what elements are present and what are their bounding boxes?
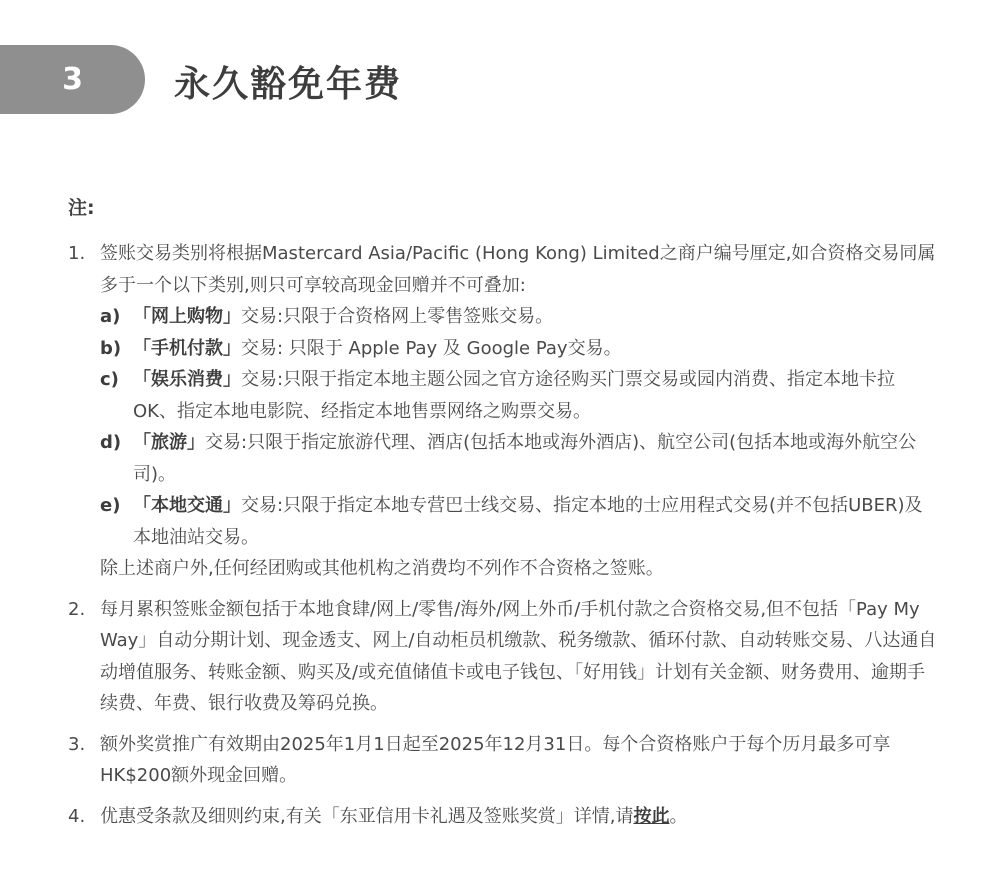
note-text: 额外奖赏推广有效期由2025年1月1日起至2025年12月31日。每个合资格账户于每个历月最多可享HK$200额外现金回赠。: [100, 733, 891, 786]
item-text: 交易:只限于合资格网上零售签账交易。: [241, 306, 554, 327]
category-item-c: [100, 364, 938, 427]
item-label: a): [100, 306, 121, 327]
category-item-d: [100, 427, 938, 490]
item-title: 「手机付款」: [133, 337, 241, 359]
note-number: 3.: [68, 733, 86, 755]
item-title: 「本地交通」: [133, 495, 241, 516]
item-text: 交易:只限于指定旅游代理、酒店(包括本地或海外酒店)、航空公司(包括本地或海外航空公司)。: [133, 432, 917, 485]
section-number: 3: [62, 62, 83, 97]
item-title: 「娱乐消费」: [133, 369, 241, 390]
notes-list: [68, 238, 938, 841]
item-label: d): [100, 432, 122, 453]
item-title: 「网上购物」: [133, 306, 241, 327]
note-text: 签账交易类别将根据Mastercard Asia/Pacific (Hong Kong) Limited之商户编号厘定,如合资格交易同属多于一个以下类别,则只可享较高现金回赠并不可叠加:: [100, 243, 936, 296]
item-text: 交易:只限于指定本地主题公园之官方途径购买门票交易或园内消费、指定本地卡拉OK、指定本地电影院、经指定本地售票网络之购票交易。: [133, 369, 896, 422]
note-number: 4.: [68, 805, 86, 827]
item-label: c): [100, 369, 119, 390]
item-text: 交易:只限于指定本地专营巴士线交易、指定本地的士应用程式交易(并不包括UBER)及本地油站交易。: [133, 495, 923, 548]
note-2: [68, 594, 938, 720]
note-number: 1.: [68, 243, 86, 264]
note-number: 2.: [68, 598, 86, 620]
notes-heading: 注:: [68, 197, 95, 219]
category-item-e: [100, 490, 938, 553]
note-1: [68, 238, 938, 585]
category-item-b: [100, 333, 938, 365]
item-text: 交易: 只限于 Apple Pay 及 Google Pay交易。: [241, 337, 622, 359]
note-3: [68, 729, 938, 792]
section-number-badge: [0, 45, 145, 114]
item-label: e): [100, 495, 121, 516]
note-end: 。: [669, 805, 688, 827]
section-title: 永久豁免年费: [174, 64, 403, 105]
note-text: 每月累积签账金额包括于本地食肆/网上/零售/海外/网上外币/手机付款之合资格交易,但不包括「Pay My Way」自动分期计划、现金透支、网上/自动柜员机缴款、税务缴款、循环付款、自动转账交易、八达通自动增值服务、转账金额、购买及/或充值储值卡或电子钱包、「好用钱」计划有关金额、财务费用、逾期手续费、年费、银行收费及筹码兑换。: [100, 598, 937, 714]
note-4: [68, 801, 938, 833]
note-text: 优惠受条款及细则约束,有关「东亚信用卡礼遇及签账奖赏」详情,请: [100, 805, 634, 827]
click-here-link[interactable]: 按此: [633, 805, 670, 827]
item-label: b): [100, 337, 122, 359]
category-item-a: [100, 301, 938, 333]
item-title: 「旅游」: [133, 432, 205, 453]
note-footer: 除上述商户外,任何经团购或其他机构之消费均不列作不合资格之签账。: [100, 558, 664, 579]
